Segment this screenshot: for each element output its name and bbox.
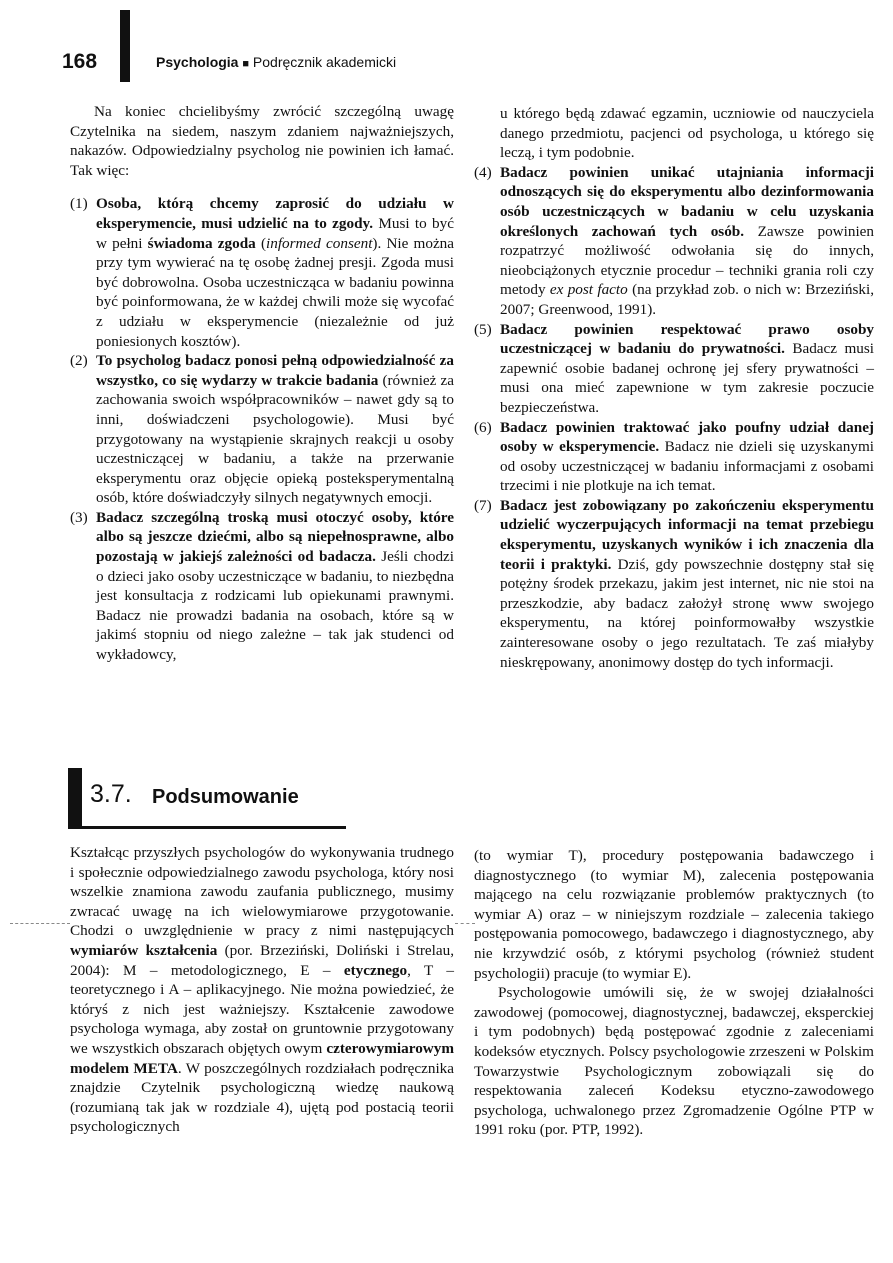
summary-p1-end-right: (to wymiar T), procedury postępowania badawczego i diagnostycznego (to wymiar M), zalecenia postępowania mającego na celu rozwiązanie problemów praktycznych (to wymiar A) oraz – w niniejszym rozdziale – zalecenia takiego postępowania pomocowego, badawczego i diagnostycznego, aby nie krzywdzić osób, z którymi psycholog (również student psychologii) pracuje (to wymiar E). [474, 847, 874, 982]
rule-3-continuation: u którego będą zdawać egzamin, uczniowie od nauczyciela danego przedmiotu, pacjenci od psychologa, u którego się leczą, i tym podobnie. [500, 105, 874, 162]
rules-list-continued [474, 163, 874, 672]
scan-artifact-line [455, 923, 475, 925]
section-number: 3.7. [90, 780, 132, 808]
summary-paragraph-1: Kształcąc przyszłych psychologów do wykonywania trudnego i społecznie odpowiedzialnego zawodu psychologa, który nosi wszelkie znamiona zawodu zaufania publicznego, musimy zwracać uwagę na ich wielowymiarowe przygotowanie. Chodzi o uwzględnienie w pracy z nimi następujących wymiarów kształcenia (por. Brzeziński, Doliński i Strelau, 2004): M – metodologicznego, E – etycznego, T – teoretycznego i A – aplikacyjnego. Nie można powiedzieć, że któryś z nich jest ważniejszy. Kształcenie zawodowe psychologa wymaga, aby został on gruntownie przygotowany we wszystkich obszarach objętych owym czterowymiarowym modelem META. W poszczególnych rozdziałach podręcznika znajdzie Czytelnik psychologiczną wiedzę naukową (rozumianą tak jak w rozdziale 4), ujętą pod postacią teorii psychologicznych [70, 844, 455, 1136]
left-column-upper [70, 102, 454, 665]
section-title: Podsumowanie [152, 786, 299, 808]
section-bar [68, 768, 82, 826]
summary-paragraph-2: Psychologowie umówili się, że w swojej działalności zawodowej (pomocowej, diagnostycznej, badawczej, eksperckiej i tym podobnych) będą postępować zgodnie z zaleceniami kodeksów etycznych. Polscy psychologowie zrzeszeni w Polskim Towarzystwie Psychologicznym zobowiązali się do respektowania zaleceń Kodeksu etyczno-zawodowego psychologa, uchwalonego przez Zgromadzenie Ogólne PTP w 1991 roku (por. PTP, 1992). [474, 984, 874, 1139]
header-bullet: ■ [242, 58, 250, 70]
book-subtitle: Podręcznik akademicki [252, 54, 397, 70]
rule-5: (5) Badacz powinien respektować prawo osoby uczestniczącej w badaniu do prywatności. Badacz musi zapewnić osobie badanej ochronę jej sfery prywatności – musi ona mieć zapewnione w tym zakresie poczucie bezpieczeństwa. [474, 320, 874, 416]
rule-3: (3) Badacz szczególną troską musi otoczyć osoby, które albo są jeszcze dziećmi, albo są niepełnosprawne, albo pozostają w jakiejś zależności od badacza. Jeśli chodzi o dzieci jako osoby uczestniczące w badaniu, to niezbędna jest konsultacja z rodzicami lub opiekunami prawnymi. Badacz nie prowadzi badania na osobach, które są w jakimś stopniu od niego zależne – tak jak studenci od wykładowcy, [70, 508, 455, 664]
header-bar [120, 10, 130, 82]
running-header [156, 54, 396, 70]
scan-artifact-line [10, 923, 70, 925]
page-number: 168 [62, 50, 98, 73]
rules-list [70, 194, 454, 664]
right-column-upper [474, 104, 874, 672]
rule-2: (2) To psycholog badacz ponosi pełną odpowiedzialność za wszystko, co się wydarzy w trakcie badania (również za zachowania swoich współpracowników – nawet gdy są to inni, doświadczeni psychologowie). Musi być przygotowany na wystąpienie skrajnych reakcji u osoby uczestniczącej w badaniu, a także na przerwanie eksperymentu oraz objęcie opieką posteksperymentalną osób, które doświadczyły silnych negatywnych emocji. [70, 352, 454, 507]
section-rule [68, 826, 346, 829]
summary-paragraph-1-continuation [474, 846, 874, 983]
summary-p1-end-left: . W poszczególnych rozdziałach podręcznika znajdzie Czytelnik psychologiczną wiedzę naukową (rozumianą tak jak w rozdziale 4), ujętą pod postacią teorii psychologicznych [70, 1059, 455, 1136]
rule-6: (6) Badacz powinien traktować jako poufny udział danej osoby w eksperymencie. Badacz nie dzieli się uzyskanymi od osoby uczestniczącej w badaniu informacjami z osobami trzecimi i nie plotkuje na ich temat. [474, 418, 874, 495]
rule-1: (1) Osoba, którą chcemy zaprosić do udziału w eksperymencie, musi udzielić na to zgody. Musi to być w pełni świadoma zgoda (informed consent). Nie można przy tym wywierać na tę osobę żadnej presji. Zgoda musi być dobrowolna. Osoba uczestnicząca w badaniu powinna być poinformowana, że w każdej chwili może się wycofać z udziału w eksperymencie (niezależnie od już poniesionych kosztów). [70, 195, 455, 350]
rule-4: (4) Badacz powinien unikać utajniania informacji odnoszących się do eksperymentu albo dezinformowania osób uczestniczących w badaniu w celu uzyskania określonych zachowań tych osób. Zawsze powinien rozpatrzyć możliwość odwołania się do innych, nieobciążonych etycznie procedur – techniki grania roli czy metody ex post facto (na przykład zob. o nich w: Brzeziński, 2007; Greenwood, 1991). [474, 163, 874, 318]
rule-7: (7) Badacz jest zobowiązany po zakończeniu eksperymentu udzielić wyczerpujących informacji na temat przebiegu eksperymentu, uzyskanych wyników i ich znaczenia dla teorii i praktyki. Dziś, gdy powszechnie dostępny stał się potężny środek przekazu, jakim jest internet, nic nie stoi na przeszkodzie, aby badacz założył stronę www swojego eksperymentu, na której poinformowałby wszystkie zainteresowane osoby o jego rezultatach. Te zaś miałyby nieskrępowany, anonimowy dostęp do tych informacji. [474, 496, 874, 671]
book-title: Psychologia [156, 54, 239, 70]
summary-right-column [474, 846, 874, 1140]
intro-paragraph: Na koniec chcielibyśmy zwrócić szczególną uwagę Czytelnika na siedem, naszym zdaniem najważniejszych, nakazów. Odpowiedzialny psycholog nie powinien ich łamać. Tak więc: [70, 103, 454, 179]
summary-left-column [70, 843, 454, 1137]
